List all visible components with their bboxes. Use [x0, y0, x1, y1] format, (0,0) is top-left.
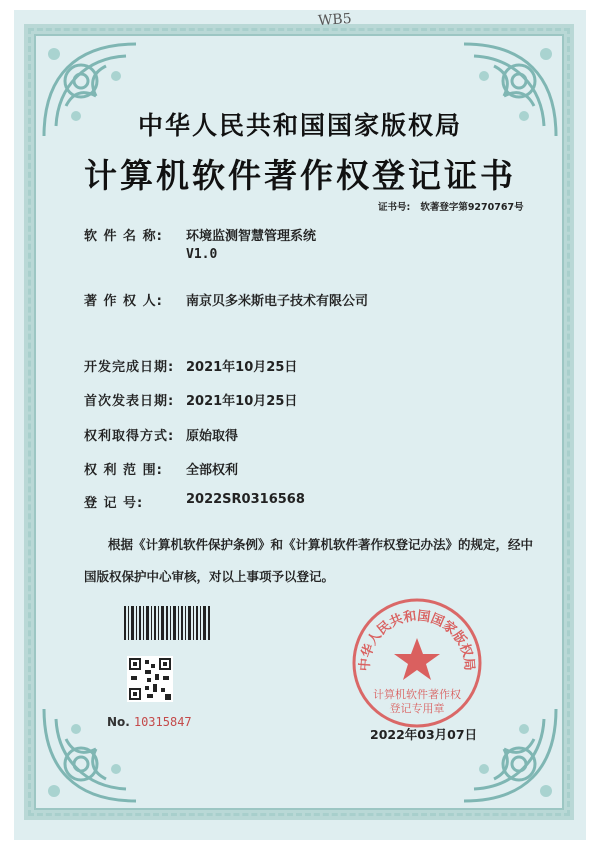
field-rights-scope [84, 459, 238, 478]
issue-date: 2022年03月07日 [370, 727, 478, 742]
field-label: 开发完成日期: [84, 360, 175, 375]
software-version: V1.0 [186, 247, 218, 262]
seal-inner-line1: 计算机软件著作权 [373, 688, 461, 701]
field-first-publish-date [84, 390, 297, 409]
handwritten-mark: WB5 [317, 10, 353, 30]
field-copyright-owner [84, 290, 368, 309]
certificate-number [378, 199, 534, 213]
field-label: 权利取得方式: [84, 429, 175, 444]
serial-number [107, 715, 192, 729]
field-value: 原始取得 [186, 429, 239, 444]
barcode-image [124, 606, 212, 640]
field-value: 南京贝多米斯电子技术有限公司 [186, 294, 369, 309]
field-label: 登 记 号: [84, 496, 144, 511]
registration-statement: 根据《计算机软件保护条例》和《计算机软件著作权登记办法》的规定，经中国版权保护中心审核，对以上事项予以登记。 [84, 537, 534, 584]
seal-outer-text: 中华人民共和国国家版权局 [357, 608, 477, 672]
field-value: 2022SR0316568 [186, 492, 305, 507]
issuing-authority: 中华人民共和国国家版权局 [137, 111, 462, 140]
certificate-number-value: 软著登字第9270767号 [420, 202, 524, 213]
field-software-name [84, 225, 316, 262]
field-completion-date [84, 356, 297, 375]
field-acquisition-method [84, 425, 238, 444]
official-seal [350, 596, 484, 730]
field-value: 2021年10月25日 [186, 394, 298, 409]
field-label: 权 利 范 围: [84, 463, 163, 478]
field-value: 全部权利 [186, 463, 239, 478]
seal-inner-line2: 登记专用章 [389, 702, 445, 715]
field-label: 首次发表日期: [84, 394, 175, 409]
field-value: 环境监测智慧管理系统 [186, 229, 317, 244]
field-value: 2021年10月25日 [186, 360, 298, 375]
field-registration-no [84, 492, 305, 511]
seal-star-icon [394, 638, 440, 680]
serial-label: No. [107, 715, 130, 729]
field-label: 著 作 权 人: [84, 294, 163, 309]
certificate-number-label: 证书号: [378, 202, 411, 213]
certificate-title: 计算机软件著作权登记证书 [84, 156, 516, 195]
serial-value: 10315847 [133, 715, 192, 729]
qr-code-image [127, 656, 173, 702]
field-label: 软 件 名 称: [84, 229, 163, 244]
